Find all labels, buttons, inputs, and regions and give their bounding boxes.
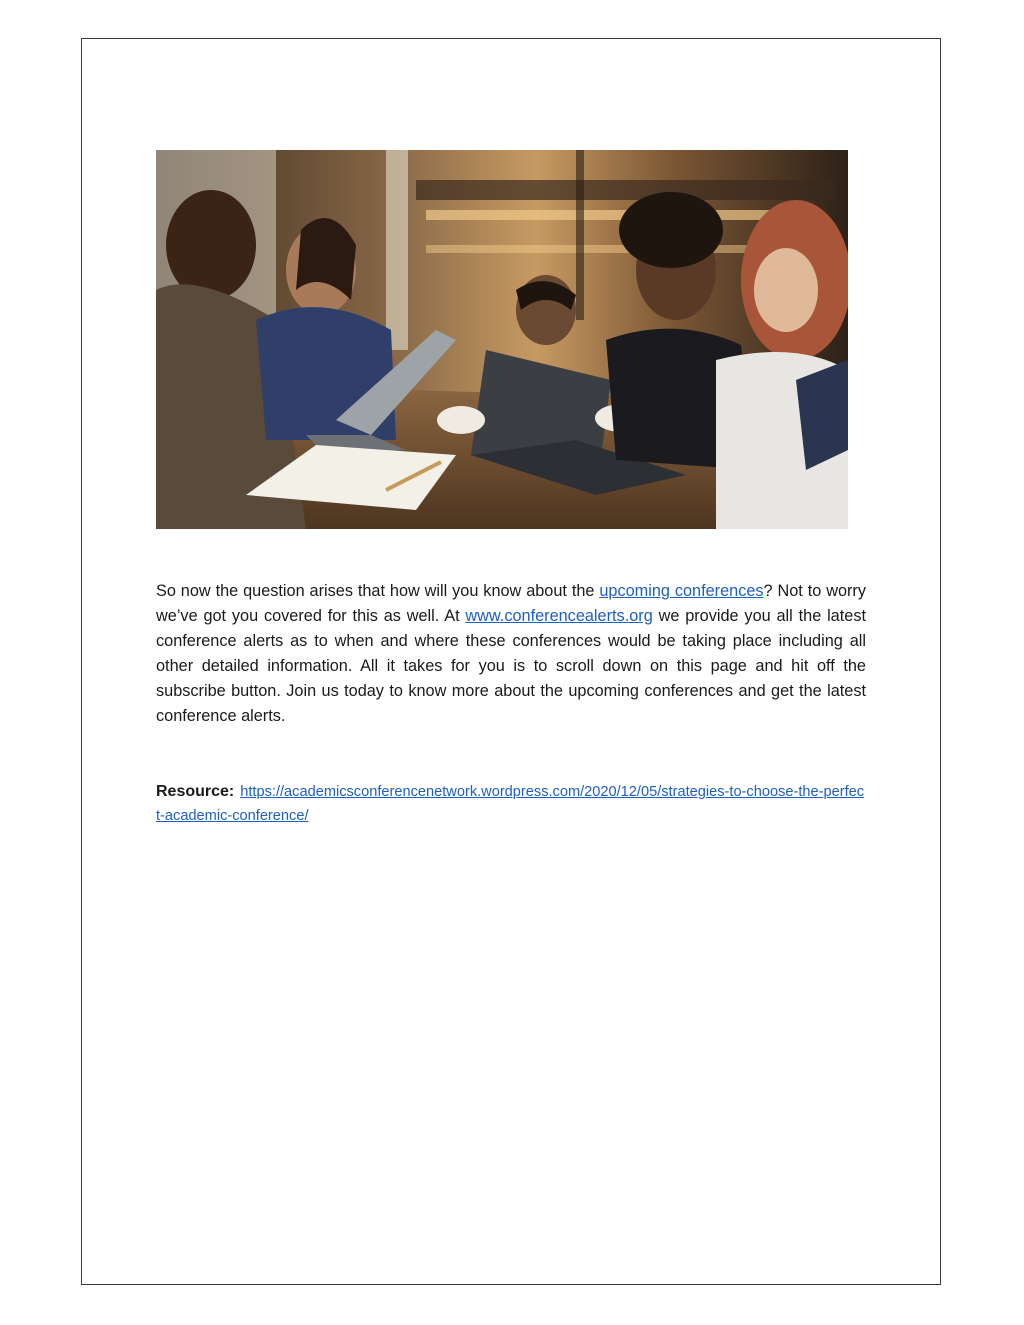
resource-line: [156, 780, 866, 828]
upcoming-conferences-link[interactable]: upcoming conferences: [599, 582, 764, 600]
paragraph-text-3: we provide you all the latest conference alerts as to when and where these conferences would be taking place including all other detailed information. All it takes for you is to scroll down on this page and hit off the subscribe button. Join us today to know more about the upcoming conferences and get the latest conference alerts.: [156, 607, 866, 725]
paragraph-text-2: ? Not to worry we’ve got you covered for this as well. At: [156, 582, 866, 625]
conferencealerts-link[interactable]: www.conferencealerts.org: [465, 607, 653, 625]
paragraph-text-1: So now the question arises that how will you know about the: [156, 582, 600, 600]
cafe-meeting-photo: [156, 150, 848, 529]
article-paragraph: [156, 579, 866, 729]
resource-url-link[interactable]: https://academicsconferencenetwork.wordpress.com/2020/12/05/strategies-to-choose-the-perfect-academic-conference/: [156, 784, 865, 824]
resource-label: Resource:: [156, 783, 235, 800]
